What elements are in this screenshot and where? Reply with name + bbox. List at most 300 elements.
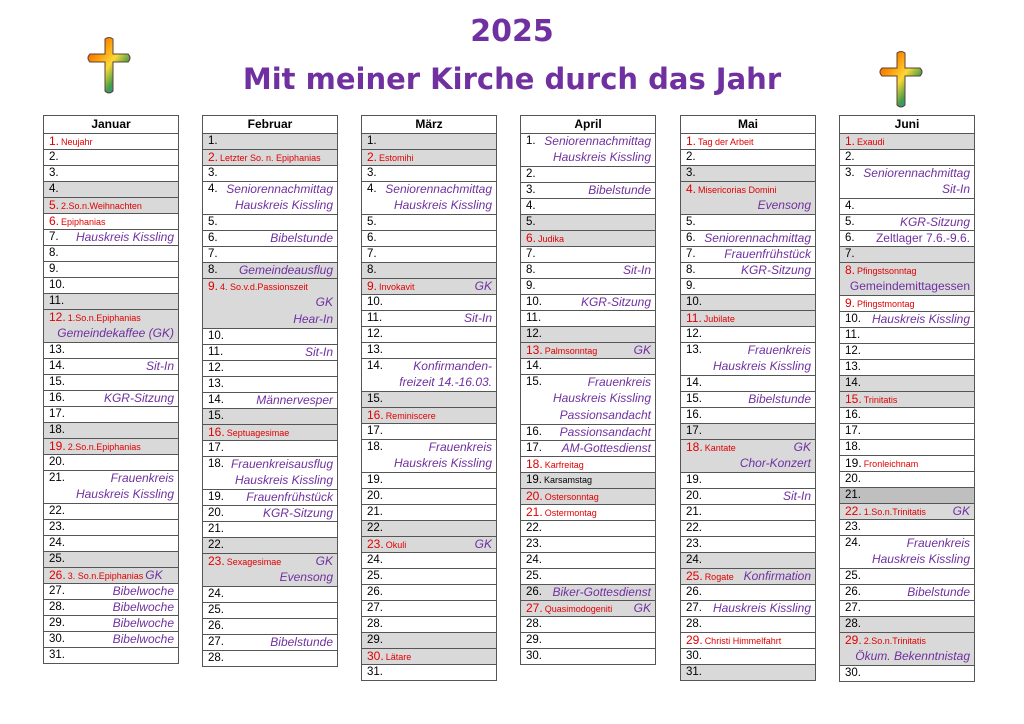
day-row: 18. <box>44 423 178 439</box>
day-row: 20. Sit-In <box>681 489 815 505</box>
event-label: Seniorennachmittag <box>863 166 970 180</box>
holiday-label: Invokavit <box>379 282 415 292</box>
event-label: Hauskreis Kissling <box>234 198 333 212</box>
day-row: 18. Frauenkreisausflug Hauskreis Kissling <box>203 457 337 490</box>
holiday-label: Septuagesimae <box>226 428 290 438</box>
day-row: 28. Bibelwoche <box>44 600 178 616</box>
day-row: 25. <box>44 552 178 568</box>
event-label: KGR-Sitzung <box>899 215 970 229</box>
event-label: Frauenkreis <box>587 375 651 389</box>
day-row: 11. <box>840 328 974 344</box>
day-row: 29. <box>362 633 496 649</box>
holiday-label: Okuli <box>385 540 407 550</box>
day-row: 2. <box>521 167 655 183</box>
event-label: GK <box>474 537 492 551</box>
day-row: 14. <box>840 376 974 392</box>
day-row: 19. Fronleichnam <box>840 456 974 472</box>
event-label: Frauenkreis <box>906 536 970 550</box>
day-row: 27. Hauskreis Kissling <box>681 601 815 617</box>
event-label: Hauskreis Kissling <box>234 473 333 487</box>
day-row: 8. <box>44 246 178 262</box>
day-row: 8. <box>362 263 496 279</box>
day-row: 5. <box>203 215 337 231</box>
event-label: GK <box>315 295 333 309</box>
event-label: Frauenkreisausflug <box>230 457 333 471</box>
day-row: 25. <box>521 569 655 585</box>
event-label: Hauskreis Kissling <box>871 312 970 326</box>
day-row: 28. <box>203 651 337 667</box>
event-label: Passionsandacht <box>559 408 651 422</box>
month-header: Januar <box>44 116 178 134</box>
day-row: 17. AM-Gottesdienst <box>521 441 655 457</box>
day-row: 9. Invokavit GK <box>362 279 496 295</box>
month-april <box>520 115 656 665</box>
day-row: 16. <box>681 408 815 424</box>
day-row: 25. <box>362 569 496 585</box>
day-row: 11. Sit-In <box>362 311 496 327</box>
day-row: 17. <box>362 424 496 440</box>
month-header: März <box>362 116 496 134</box>
event-label: Frauenkreis <box>110 471 174 485</box>
day-row: 10. <box>44 278 178 294</box>
day-row: 18. Frauenkreis Hauskreis Kissling <box>362 440 496 473</box>
day-row: 23. Okuli GK <box>362 537 496 553</box>
day-row: 13. <box>44 343 178 359</box>
holiday-label: Jubilate <box>703 314 735 324</box>
holiday-label: Epiphanias <box>61 217 106 227</box>
day-row: 28. <box>521 617 655 633</box>
day-row: 14. <box>681 376 815 392</box>
day-row: 9. <box>44 262 178 278</box>
day-row: 12. <box>521 327 655 343</box>
day-row: 6. Seniorennachmittag <box>681 231 815 247</box>
day-row: 21. <box>681 505 815 521</box>
event-label: Hauskreis Kissling <box>712 601 811 615</box>
holiday-label: Christi Himmelfahrt <box>704 636 782 646</box>
event-label: Hauskreis Kissling <box>712 359 811 373</box>
day-row: 2. <box>44 150 178 166</box>
cross-icon <box>878 50 924 110</box>
event-label: Sit-In <box>145 359 174 373</box>
event-label: Sit-In <box>622 263 651 277</box>
day-row: 8. Gemeindeausflug <box>203 263 337 279</box>
event-label: KGR-Sitzung <box>103 391 174 405</box>
event-label: KGR-Sitzung <box>580 295 651 309</box>
day-row: 8. Pfingstsonntag Gemeindemittagessen <box>840 263 974 296</box>
day-row: 7. <box>521 247 655 263</box>
day-row: 21. Ostermontag <box>521 505 655 521</box>
day-row: 26. <box>203 619 337 635</box>
event-label: KGR-Sitzung <box>262 506 333 520</box>
event-label: Konfirmation <box>743 569 811 583</box>
day-row: 5. 2.So.n.Weihnachten <box>44 198 178 214</box>
event-label: Bibelstunde <box>907 585 970 599</box>
day-row: 27. <box>840 601 974 617</box>
day-row: 19. <box>362 473 496 489</box>
day-row: 29. Bibelwoche <box>44 616 178 632</box>
day-row: 3. <box>362 166 496 182</box>
holiday-label: Judika <box>538 234 565 244</box>
event-label: KGR-Sitzung <box>740 263 811 277</box>
day-row: 29. <box>521 633 655 649</box>
holiday-label: Estomihi <box>379 153 414 163</box>
event-label: GK <box>793 440 811 454</box>
event-label: Evensong <box>757 198 811 212</box>
day-row: 25. <box>840 569 974 585</box>
day-row: 13. <box>203 377 337 393</box>
day-row: 16. Reminiscere <box>362 408 496 424</box>
day-row: 29. Christi Himmelfahrt <box>681 633 815 649</box>
day-row: 4. Seniorennachmittag Hauskreis Kissling <box>362 182 496 215</box>
day-row: 31. <box>681 665 815 681</box>
event-label: Gemeindeausflug <box>238 263 333 277</box>
event-label: Sit-In <box>782 489 811 503</box>
page-title: Mit meiner Kirche durch das Jahr <box>242 62 782 96</box>
day-row: 7. Hauskreis Kissling <box>44 230 178 246</box>
event-label: Bibelwoche <box>112 632 174 646</box>
day-row: 4. Misericorias Domini Evensong <box>681 182 815 215</box>
day-row: 30. Lätare <box>362 649 496 665</box>
holiday-label: 1.So.n.Trinitatis <box>863 507 926 517</box>
event-label: Seniorennachmittag <box>226 182 333 196</box>
event-label: Bibelwoche <box>112 600 174 614</box>
event-label: Konfirmanden- <box>413 359 492 373</box>
holiday-label: 3. So.n.Epiphanias <box>67 571 144 581</box>
event-label: Chor-Konzert <box>739 456 811 470</box>
event-label: Passionsandacht <box>559 425 651 439</box>
day-row: 12. <box>681 327 815 343</box>
holiday-label: 2.So.n.Epiphanias <box>67 442 141 452</box>
day-row: 27. Bibelstunde <box>203 635 337 651</box>
day-row: 27. Quasimodogeniti GK <box>521 601 655 617</box>
month-juni <box>839 115 975 682</box>
event-label: Frauenkreis <box>428 440 492 454</box>
month-header: Juni <box>840 116 974 134</box>
day-row: 7. <box>840 247 974 263</box>
day-row: 15. Frauenkreis Hauskreis Kissling Passionsandacht <box>521 375 655 425</box>
holiday-label: Reminiscere <box>385 411 436 421</box>
day-row: 4. <box>44 182 178 198</box>
day-row: 18. <box>840 440 974 456</box>
day-row: 9. <box>681 279 815 295</box>
event-label: GK <box>474 279 492 293</box>
holiday-label: Pfingstmontag <box>857 299 915 309</box>
day-row: 3. Bibelstunde <box>521 183 655 199</box>
event-label: Bibelstunde <box>748 392 811 406</box>
holiday-label: Pfingstsonntag <box>857 266 917 276</box>
day-row: 23. <box>840 520 974 536</box>
day-row: 3. <box>44 166 178 182</box>
day-row: 1. <box>362 134 496 150</box>
day-row: 23. Sexagesimae GK Evensong <box>203 554 337 587</box>
day-row: 22. 1.So.n.Trinitatis GK <box>840 504 974 520</box>
day-row: 5. <box>521 215 655 231</box>
day-row: 23. <box>681 537 815 553</box>
day-row: 5. <box>681 215 815 231</box>
day-row: 6. Judika <box>521 231 655 247</box>
day-row: 22. <box>44 504 178 520</box>
day-row: 19. <box>681 473 815 489</box>
holiday-label: Misericorias Domini <box>698 185 777 195</box>
day-row: 21. <box>840 488 974 504</box>
day-row: 16. Septuagesimae <box>203 425 337 441</box>
day-row: 21. <box>362 505 496 521</box>
day-row: 30. <box>840 666 974 682</box>
day-row: 22. <box>203 538 337 554</box>
holiday-label: Kantate <box>704 443 736 453</box>
day-row: 20. <box>840 472 974 488</box>
year-heading: 2025 <box>470 14 554 49</box>
day-row: 14. Konfirmanden- freizeit 14.-16.03. <box>362 359 496 392</box>
holiday-label: Rogate <box>704 572 734 582</box>
day-row: 22. <box>362 521 496 537</box>
day-row: 16. KGR-Sitzung <box>44 391 178 407</box>
holiday-label: Sexagesimae <box>226 557 282 567</box>
event-label: Bibelwoche <box>112 616 174 630</box>
day-row: 17. <box>840 424 974 440</box>
day-row: 25. <box>203 603 337 619</box>
day-row: 14. Sit-In <box>44 359 178 375</box>
day-row: 17. <box>681 424 815 440</box>
day-row: 31. <box>362 665 496 681</box>
day-row: 4. <box>840 199 974 215</box>
day-row: 21. Frauenkreis Hauskreis Kissling <box>44 471 178 504</box>
cross-icon <box>86 36 132 96</box>
event-label: GK <box>315 554 333 568</box>
day-row: 3. Seniorennachmittag Sit-In <box>840 166 974 199</box>
day-row: 10. <box>681 295 815 311</box>
day-row: 11. <box>44 294 178 310</box>
day-row: 13. Palmsonntag GK <box>521 343 655 359</box>
day-row: 28. <box>362 617 496 633</box>
event-label: Sit-In <box>941 182 970 196</box>
day-row: 1. Seniorennachmittag Hauskreis Kissling <box>521 134 655 167</box>
day-row: 6. Zeltlager 7.6.-9.6. <box>840 231 974 247</box>
day-row: 31. <box>44 648 178 664</box>
day-row: 15. <box>203 409 337 425</box>
event-label: Seniorennachmittag <box>704 231 811 245</box>
day-row: 5. KGR-Sitzung <box>840 215 974 231</box>
day-row: 13. <box>362 343 496 359</box>
event-label: Sit-In <box>304 345 333 359</box>
holiday-label: Exaudi <box>857 137 885 147</box>
day-row: 23. <box>44 520 178 536</box>
day-row: 2. Letzter So. n. Epiphanias <box>203 150 337 166</box>
event-label: Hauskreis Kissling <box>393 456 492 470</box>
day-row: 18. Karfreitag <box>521 457 655 473</box>
event-label: Hauskreis Kissling <box>393 198 492 212</box>
day-row: 19. 2.So.n.Epiphanias <box>44 439 178 455</box>
holiday-label: Tag der Arbeit <box>698 137 754 147</box>
event-label: Bibelwoche <box>112 584 174 598</box>
day-row: 10. KGR-Sitzung <box>521 295 655 311</box>
day-row: 6. <box>362 231 496 247</box>
event-label: Seniorennachmittag <box>385 182 492 196</box>
day-row: 1. <box>203 134 337 150</box>
day-row: 24. <box>681 553 815 569</box>
event-label: Frauenkreis <box>747 343 811 357</box>
event-label: Sit-In <box>463 311 492 325</box>
day-row: 15. <box>44 375 178 391</box>
event-label: GK <box>145 568 163 582</box>
day-row: 1. Exaudi <box>840 134 974 150</box>
day-row: 5. <box>362 215 496 231</box>
day-row: 26. <box>362 585 496 601</box>
day-row: 10. <box>362 295 496 311</box>
event-label: GK <box>633 601 651 615</box>
day-row: 28. <box>681 617 815 633</box>
event-label: Zeltlager 7.6.-9.6. <box>875 231 970 245</box>
day-row: 20. KGR-Sitzung <box>203 506 337 522</box>
day-row: 17. <box>44 407 178 423</box>
day-row: 7. Frauenfrühstück <box>681 247 815 263</box>
day-row: 9. <box>521 279 655 295</box>
day-row: 3. <box>681 166 815 182</box>
day-row: 11. <box>521 311 655 327</box>
day-row: 26. <box>681 585 815 601</box>
holiday-label: 2.So.n.Trinitatis <box>863 636 926 646</box>
day-row: 13. <box>840 360 974 376</box>
day-row: 24. <box>362 553 496 569</box>
day-row: 25. Rogate Konfirmation <box>681 569 815 585</box>
day-row: 16. <box>840 408 974 424</box>
event-label: Hauskreis Kissling <box>75 487 174 501</box>
day-row: 13. Frauenkreis Hauskreis Kissling <box>681 343 815 376</box>
event-label: Gemeindemittagessen <box>849 279 970 293</box>
holiday-label: Letzter So. n. Epiphanias <box>220 153 321 163</box>
holiday-label: Trinitatis <box>863 395 898 405</box>
day-row: 3. <box>203 166 337 182</box>
day-row: 24. <box>521 553 655 569</box>
day-row: 12. <box>203 361 337 377</box>
day-row: 19. Frauenfrühstück <box>203 490 337 506</box>
event-label: Biker-Gottesdienst <box>552 585 651 599</box>
month-februar <box>202 115 338 667</box>
day-row: 22. <box>681 521 815 537</box>
holiday-label: Palmsonntag <box>544 346 598 356</box>
holiday-label: Ostersonntag <box>544 492 599 502</box>
day-row: 24. Frauenkreis Hauskreis Kissling <box>840 536 974 569</box>
month-header: April <box>521 116 655 134</box>
holiday-label: Lätare <box>385 652 412 662</box>
day-row: 14. <box>521 359 655 375</box>
day-row: 10. Hauskreis Kissling <box>840 312 974 328</box>
day-row: 29. 2.So.n.Trinitatis Ökum. Bekenntnistag <box>840 633 974 666</box>
day-row: 11. Sit-In <box>203 345 337 361</box>
month-header: Mai <box>681 116 815 134</box>
holiday-label: Karfreitag <box>544 460 584 470</box>
day-row: 18. Kantate GK Chor-Konzert <box>681 440 815 473</box>
event-label: Seniorennachmittag <box>544 134 651 148</box>
holiday-label: Karsamstag <box>544 475 593 485</box>
day-row: 24. <box>203 587 337 603</box>
day-row: 15. Bibelstunde <box>681 392 815 408</box>
day-row: 26. 3. So.n.Epiphanias GK <box>44 568 178 584</box>
day-row: 7. <box>203 247 337 263</box>
day-row: 1. Neujahr <box>44 134 178 150</box>
day-row: 15. <box>362 392 496 408</box>
event-label: Bibelstunde <box>588 183 651 197</box>
holiday-label: Fronleichnam <box>863 459 919 469</box>
month-januar <box>43 115 179 664</box>
day-row: 8. KGR-Sitzung <box>681 263 815 279</box>
day-row: 8. Sit-In <box>521 263 655 279</box>
holiday-label: 4. So.v.d.Passionszeit <box>220 282 308 292</box>
day-row: 22. <box>521 521 655 537</box>
day-row: 9. Pfingstmontag <box>840 296 974 312</box>
holiday-label: Ostermontag <box>544 508 597 518</box>
holiday-label: 1.So.n.Epiphanias <box>67 313 141 323</box>
day-row: 12. <box>362 327 496 343</box>
day-row: 9. 4. So.v.d.Passionszeit GK Hear-In <box>203 279 337 329</box>
day-row: 7. <box>362 247 496 263</box>
event-label: AM-Gottesdienst <box>561 441 651 455</box>
event-label: Hauskreis Kissling <box>871 552 970 566</box>
day-row: 17. <box>203 441 337 457</box>
event-label: Gemeindekaffee (GK) <box>57 326 174 340</box>
event-label: GK <box>633 343 651 357</box>
day-row: 6. Bibelstunde <box>203 231 337 247</box>
day-row: 27. <box>362 601 496 617</box>
event-label: freizeit 14.-16.03. <box>399 375 492 389</box>
day-row: 20. <box>44 455 178 471</box>
day-row: 4. <box>521 199 655 215</box>
event-label: Männervesper <box>256 393 333 407</box>
day-row: 20. Ostersonntag <box>521 489 655 505</box>
day-row: 11. Jubilate <box>681 311 815 327</box>
month-mai <box>680 115 816 681</box>
month-maerz <box>361 115 497 681</box>
event-label: Bibelstunde <box>270 231 333 245</box>
event-label: Evensong <box>279 570 333 584</box>
day-row: 30. <box>521 649 655 665</box>
event-label: GK <box>952 504 970 518</box>
day-row: 10. <box>203 329 337 345</box>
day-row: 27. Bibelwoche <box>44 584 178 600</box>
event-label: Hauskreis Kissling <box>75 230 174 244</box>
holiday-label: Quasimodogeniti <box>544 604 613 614</box>
day-row: 20. <box>362 489 496 505</box>
day-row: 12. 1.So.n.Epiphanias Gemeindekaffee (GK) <box>44 310 178 343</box>
day-row: 23. <box>521 537 655 553</box>
day-row: 6. Epiphanias <box>44 214 178 230</box>
day-row: 15. Trinitatis <box>840 392 974 408</box>
holiday-label: 2.So.n.Weihnachten <box>61 201 142 211</box>
day-row: 24. <box>44 536 178 552</box>
day-row: 4. Seniorennachmittag Hauskreis Kissling <box>203 182 337 215</box>
day-row: 30. <box>681 649 815 665</box>
day-row: 19. Karsamstag <box>521 473 655 489</box>
month-header: Februar <box>203 116 337 134</box>
event-label: Hear-In <box>293 312 333 326</box>
day-row: 21. <box>203 522 337 538</box>
day-row: 30. Bibelwoche <box>44 632 178 648</box>
day-row: 16. Passionsandacht <box>521 425 655 441</box>
day-row: 26. Bibelstunde <box>840 585 974 601</box>
event-label: Hauskreis Kissling <box>552 150 651 164</box>
day-row: 28. <box>840 617 974 633</box>
event-label: Frauenfrühstück <box>724 247 811 261</box>
event-label: Ökum. Bekenntnistag <box>855 649 970 663</box>
day-row: 12. <box>840 344 974 360</box>
day-row: 26. Biker-Gottesdienst <box>521 585 655 601</box>
day-row: 2. Estomihi <box>362 150 496 166</box>
event-label: Frauenfrühstück <box>246 490 333 504</box>
day-row: 1. Tag der Arbeit <box>681 134 815 150</box>
day-row: 2. <box>840 150 974 166</box>
event-label: Bibelstunde <box>270 635 333 649</box>
day-row: 14. Männervesper <box>203 393 337 409</box>
